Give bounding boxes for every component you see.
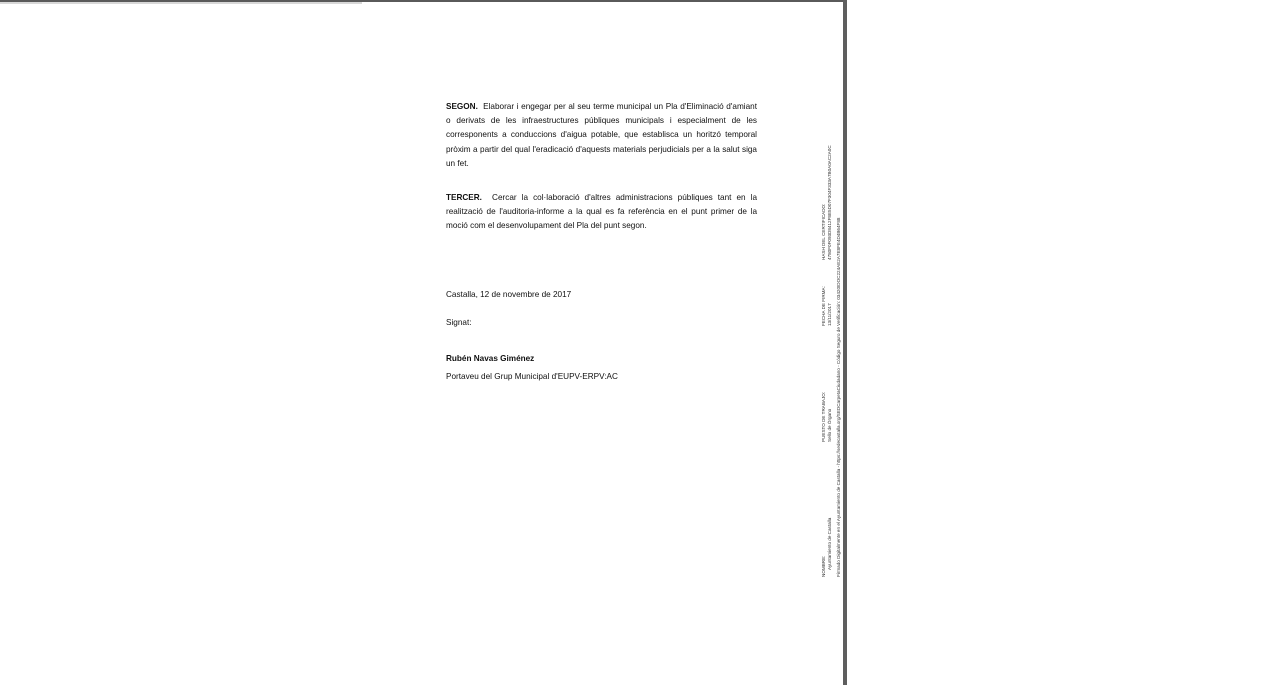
- segon-text: Elaborar i engegar per al seu terme municipal un Pla d'Eliminació d'amiant o derivats de les infraestructures públiques municipals i especialment de les corresponents a conduccions d'aigua potable, que establisca un horitzó temporal pròxim a partir del qual l'eradicació d'aquests materials perjudicials per a la salut siga un fet.: [446, 102, 757, 168]
- paragraph-segon: [446, 100, 757, 171]
- puesto-value: Sello de Órgano: [827, 408, 832, 442]
- document-body: [446, 100, 757, 384]
- hash-value: 4780F0F093D8412F8E5D07F304F333A7B0A0AC2A0C: [827, 145, 832, 260]
- puesto-label: PUESTO DE TRABAJO:: [821, 391, 826, 442]
- page-top-strip: [0, 2, 362, 4]
- signer-role: Portaveu del Grup Municipal d'EUPV-ERPV:AC: [446, 372, 618, 382]
- segon-heading: SEGON.: [446, 102, 478, 111]
- signat-label: Signat:: [446, 317, 472, 327]
- page-edge-shadow: [843, 0, 847, 685]
- signer-name: Rubén Navas Giménez: [446, 354, 535, 364]
- tercer-text: Cercar la col·laboració d'altres administracions públiques tant en la realització de l'auditoria-informe a la qual es fa referència en el punt primer de la moció com el desenvolupament del Pla del punt segon.: [446, 193, 757, 231]
- hash-label: HASH DEL CERTIFICADO:: [821, 203, 826, 260]
- verification-text: Firmado Digitalmente en el Ayuntamiento de Castalla - https://sedecastalla.org/SEDCarpetaCiudadano - Código Seguro de Verificación: 03420IDOC224AE2A7E8FE4D4B64F88: [836, 217, 841, 577]
- fecha-label: FECHA DE FIRMA:: [821, 286, 826, 326]
- digital-signature-panel: [812, 130, 856, 580]
- nombre-value: Ayuntamiento de Castalla: [827, 517, 832, 570]
- document-date: Castalla, 12 de novembre de 2017: [446, 289, 572, 299]
- paragraph-tercer: [446, 191, 757, 234]
- nombre-label: NOMBRE:: [821, 555, 826, 577]
- tercer-heading: TERCER.: [446, 193, 482, 203]
- fecha-value: 13/11/2017: [827, 303, 832, 326]
